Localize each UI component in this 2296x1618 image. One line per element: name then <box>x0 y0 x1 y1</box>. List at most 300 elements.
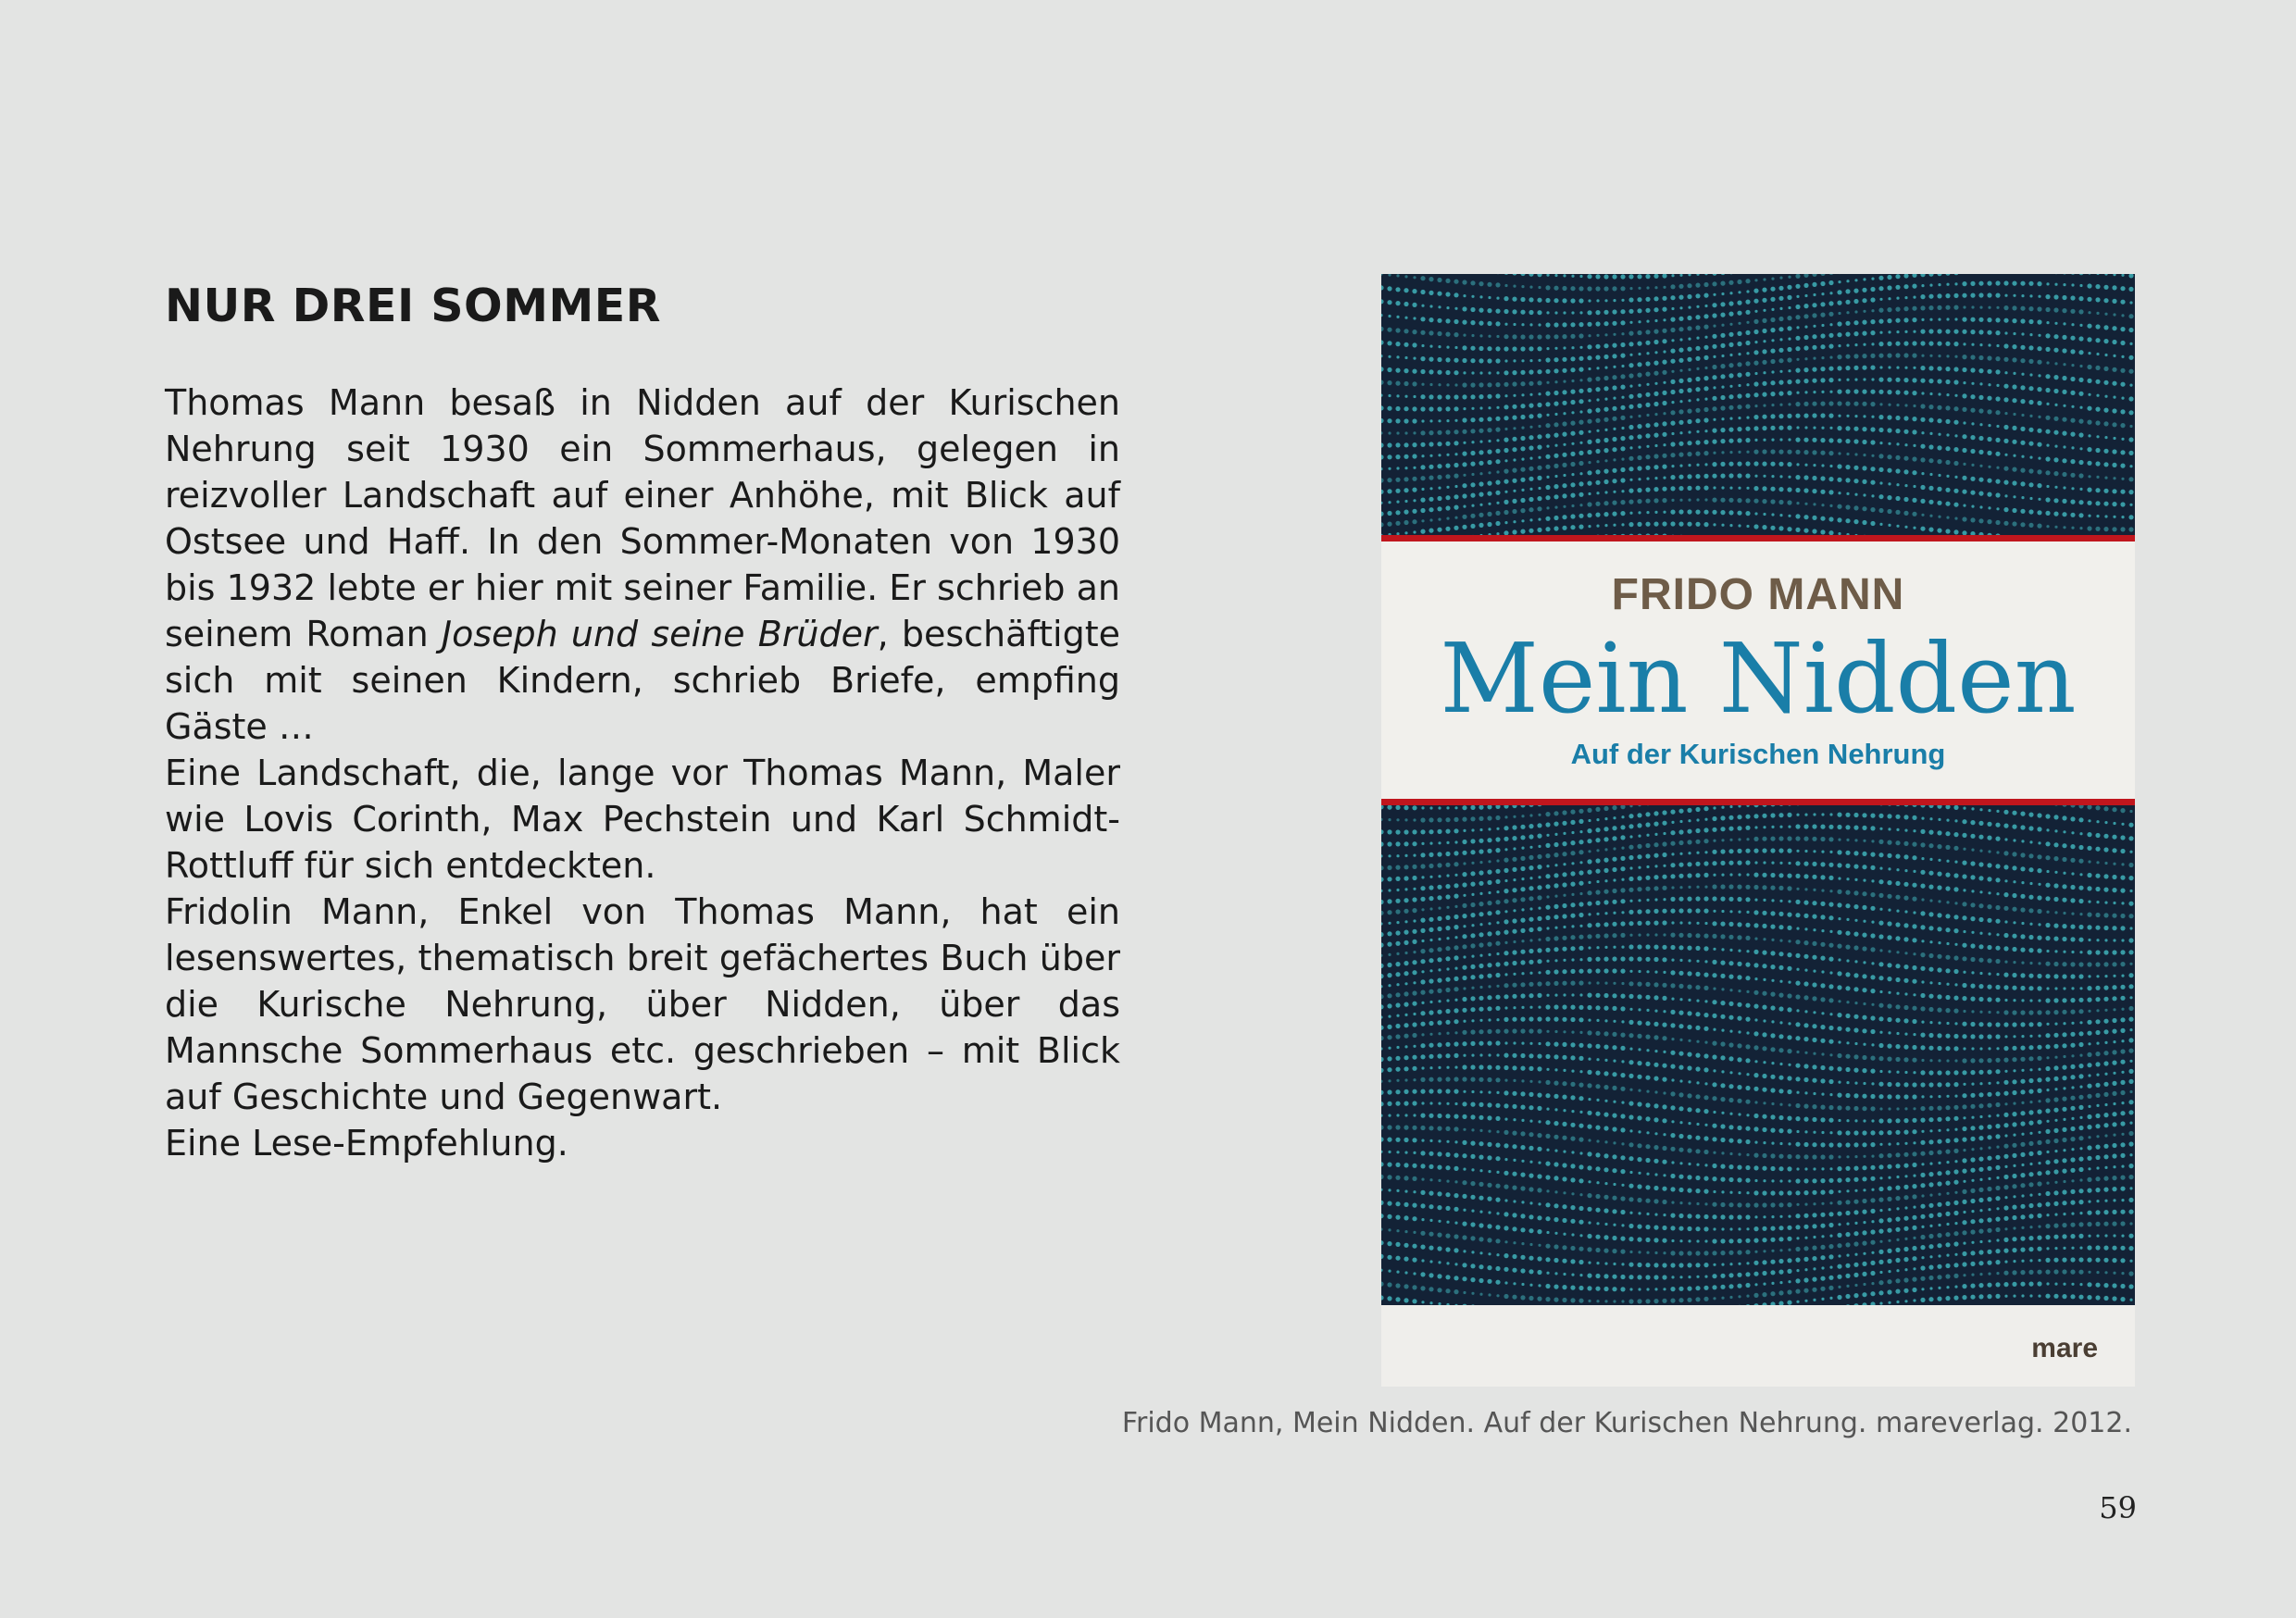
cover-pattern-dot <box>2112 408 2116 413</box>
cover-pattern-dot <box>1438 1102 1441 1105</box>
cover-pattern-dot <box>1445 406 1450 411</box>
cover-pattern-dot <box>1846 492 1849 495</box>
cover-pattern-dot <box>2112 914 2116 918</box>
cover-pattern-dot <box>1962 1022 1966 1027</box>
cover-pattern-dot <box>2037 1089 2041 1093</box>
cover-pattern-dot <box>1504 1065 1508 1070</box>
cover-pattern-dot <box>1396 355 1399 358</box>
cover-pattern-dot <box>1513 520 1516 523</box>
cover-pattern-dot <box>1812 476 1816 480</box>
cover-pattern-dot <box>1813 1167 1816 1170</box>
cover-pattern-dot <box>2096 353 2099 355</box>
cover-pattern-dot <box>1912 855 1916 860</box>
cover-pattern-dot <box>1720 274 1725 275</box>
cover-pattern-dot <box>1712 334 1716 339</box>
cover-pattern-dot <box>1995 293 2000 298</box>
cover-pattern-dot <box>2112 367 2116 372</box>
cover-pattern-dot <box>1996 973 1999 976</box>
cover-pattern-dot <box>1971 971 1974 974</box>
cover-pattern-dot <box>1995 919 2000 924</box>
cover-pattern-dot <box>1587 870 1591 875</box>
cover-pattern-dot <box>1862 390 1866 394</box>
cover-pattern-dot <box>1912 924 1916 928</box>
cover-pattern-dot <box>1745 498 1750 503</box>
cover-pattern-dot <box>1937 1106 1941 1111</box>
cover-pattern-dot <box>1862 865 1866 869</box>
cover-pattern-dot <box>1670 810 1675 815</box>
cover-pattern-dot <box>1863 879 1866 882</box>
cover-pattern-dot <box>1803 995 1808 1000</box>
cover-pattern-dot <box>1512 825 1516 829</box>
cover-pattern-dot <box>1578 356 1583 361</box>
cover-pattern-dot <box>2028 1151 2033 1156</box>
book-title-italic: Joseph und seine Brüder <box>441 614 878 654</box>
cover-pattern-dot <box>2129 1060 2132 1063</box>
cover-pattern-dot <box>1554 969 1558 974</box>
cover-pattern-dot <box>1612 447 1616 452</box>
cover-pattern-dot <box>1404 381 1408 386</box>
cover-pattern-dot <box>1420 1114 1425 1118</box>
cover-pattern-dot <box>1863 1155 1866 1158</box>
cover-pattern-dot <box>2071 405 2074 408</box>
cover-pattern-dot <box>2045 1129 2050 1134</box>
cover-pattern-dot <box>1487 394 1491 399</box>
cover-pattern-dot <box>1937 885 1941 890</box>
cover-pattern-dot <box>1587 1030 1591 1035</box>
cover-pattern-dot <box>1896 1176 1899 1178</box>
cover-pattern-dot <box>1920 1033 1925 1038</box>
cover-pattern-dot <box>1762 449 1766 454</box>
cover-pattern-dot <box>1978 997 1983 1002</box>
cover-pattern-dot <box>1853 299 1858 304</box>
cover-pattern-dot <box>1913 1033 1915 1036</box>
cover-pattern-dot <box>2088 515 2090 517</box>
cover-pattern-dot <box>1471 504 1474 507</box>
cover-pattern-dot <box>1728 935 1733 940</box>
cover-pattern-dot <box>1678 1011 1683 1015</box>
cover-pattern-dot <box>1828 1105 1833 1110</box>
cover-pattern-dot <box>1920 366 1925 370</box>
paragraph-3: Fridolin Mann, Enkel von Thomas Mann, hat ein lesenswertes, thematisch breit gefächertes Buch über die Kurische Nehrung, über Nidden, über das Mannsche Sommerhaus etc. geschrieben – mit Blick auf Geschichte und Gegenwart. <box>165 891 1120 1117</box>
cover-pattern-dot <box>1404 1138 1408 1142</box>
cover-pattern-dot <box>1495 459 1500 464</box>
cover-pattern-dot <box>1445 829 1450 834</box>
cover-pattern-dot <box>1928 1070 1933 1075</box>
cover-pattern-dot <box>1587 274 1591 279</box>
cover-pattern-dot <box>1871 342 1874 345</box>
cover-pattern-dot <box>1504 815 1507 818</box>
cover-pattern-dot <box>2095 950 2100 954</box>
cover-pattern-dot <box>1996 1176 1999 1179</box>
cover-pattern-dot <box>2096 1104 2099 1107</box>
cover-pattern-dot <box>1603 355 1608 359</box>
cover-pattern-dot <box>2053 1077 2058 1081</box>
cover-pattern-dot <box>1887 963 1891 967</box>
cover-pattern-dot <box>1953 1009 1958 1014</box>
cover-pattern-dot <box>1945 1034 1950 1039</box>
cover-pattern-dot <box>2053 307 2058 312</box>
cover-pattern-dot <box>1746 290 1749 292</box>
cover-pattern-dot <box>1529 1028 1533 1033</box>
cover-pattern-dot <box>1770 1047 1775 1052</box>
cover-pattern-dot <box>1588 399 1591 402</box>
cover-pattern-dot <box>1463 1020 1466 1023</box>
cover-pattern-dot <box>1454 1102 1457 1105</box>
cover-pattern-dot <box>1404 920 1407 923</box>
cover-pattern-dot <box>1421 1033 1424 1036</box>
cover-pattern-dot <box>1896 910 1899 913</box>
cover-pattern-dot <box>1387 300 1391 305</box>
cover-pattern-dot <box>2103 1154 2108 1159</box>
cover-pattern-dot <box>1578 881 1583 886</box>
cover-pattern-dot <box>1587 902 1591 906</box>
cover-pattern-dot <box>1903 353 1908 357</box>
cover-pattern-dot <box>1454 1066 1457 1069</box>
cover-pattern-dot <box>1762 360 1766 365</box>
cover-pattern-dot <box>1896 483 1899 486</box>
cover-pattern-dot <box>2128 876 2133 880</box>
cover-pattern-dot <box>1928 805 1933 808</box>
cover-pattern-dot <box>1695 283 1700 288</box>
cover-pattern-dot <box>1521 908 1524 911</box>
cover-pattern-dot <box>1578 481 1583 486</box>
cover-pattern-dot <box>1395 877 1400 881</box>
cover-pattern-dot <box>1570 400 1575 404</box>
cover-pattern-dot <box>1413 888 1416 890</box>
cover-pattern-dot <box>1529 1092 1533 1097</box>
cover-pattern-dot <box>1429 1164 1433 1169</box>
cover-pattern-dot <box>1620 994 1625 999</box>
cover-pattern-dot <box>1696 274 1699 276</box>
cover-pattern-dot <box>1929 981 1932 984</box>
cover-pattern-dot <box>1813 391 1816 393</box>
cover-pattern-dot <box>1870 521 1875 526</box>
cover-pattern-dot <box>1554 959 1557 962</box>
cover-pattern-dot <box>2121 397 2124 400</box>
cover-pattern-dot <box>1662 1036 1666 1040</box>
cover-pattern-dot <box>2128 902 2133 906</box>
cover-pattern-dot <box>1454 840 1457 843</box>
cover-pattern-dot <box>1537 1106 1541 1111</box>
cover-pattern-dot <box>1828 1142 1833 1147</box>
cover-pattern-dot <box>1395 510 1400 515</box>
cover-pattern-dot <box>2062 348 2066 353</box>
cover-pattern-dot <box>1381 522 1384 527</box>
cover-pattern-dot <box>1537 346 1541 351</box>
cover-pattern-dot <box>1912 306 1916 311</box>
cover-pattern-dot <box>1545 369 1550 374</box>
cover-pattern-dot <box>2028 482 2033 487</box>
cover-pattern-dot <box>1862 905 1866 910</box>
cover-pattern-dot <box>1803 1142 1808 1147</box>
cover-pattern-dot <box>2062 417 2066 422</box>
cover-pattern-dot <box>1420 853 1425 857</box>
cover-pattern-dot <box>1887 354 1891 358</box>
cover-pattern-dot <box>1545 517 1550 521</box>
cover-pattern-dot <box>1412 960 1416 965</box>
cover-pattern-dot <box>1828 333 1833 338</box>
cover-pattern-dot <box>1887 428 1891 432</box>
cover-pattern-dot <box>1521 1042 1524 1045</box>
cover-pattern-dot <box>1853 851 1858 855</box>
cover-pattern-dot <box>2062 295 2066 300</box>
cover-pattern-dot <box>1628 489 1633 493</box>
cover-pattern-dot <box>1688 306 1691 309</box>
cover-pattern-dot <box>1653 422 1658 427</box>
cover-pattern-dot <box>1545 322 1550 327</box>
cover-pattern-dot <box>1871 1189 1874 1191</box>
cover-pattern-dot <box>2028 442 2033 446</box>
cover-pattern-dot <box>1563 274 1566 277</box>
cover-pattern-dot <box>1787 1049 1791 1053</box>
cover-pattern-dot <box>1445 946 1450 951</box>
cover-pattern-dot <box>2120 527 2125 531</box>
cover-pattern-dot <box>1554 526 1558 530</box>
cover-pattern-dot <box>1812 837 1816 841</box>
cover-pattern-dot <box>2037 1171 2041 1176</box>
cover-pattern-dot <box>1738 1113 1741 1115</box>
cover-pattern-dot <box>1395 418 1400 423</box>
cover-pattern-dot <box>1938 941 1940 944</box>
cover-pattern-dot <box>2013 961 2015 964</box>
cover-pattern-dot <box>1629 1171 1632 1174</box>
cover-pattern-dot <box>1779 1063 1782 1065</box>
cover-pattern-dot <box>2078 513 2083 517</box>
cover-pattern-dot <box>1545 402 1550 406</box>
cover-pattern-dot <box>2053 1010 2058 1014</box>
cover-pattern-dot <box>1920 417 1925 422</box>
cover-pattern-dot <box>2120 1142 2125 1147</box>
cover-pattern-dot <box>1970 1157 1975 1162</box>
cover-pattern-dot <box>1887 390 1891 394</box>
cover-pattern-dot <box>2088 901 2090 903</box>
cover-pattern-dot <box>2095 488 2100 492</box>
cover-pattern-dot <box>1381 954 1383 957</box>
cover-pattern-dot <box>1820 825 1825 829</box>
cover-pattern-dot <box>2104 821 2107 824</box>
cover-pattern-dot <box>1995 1165 2000 1170</box>
cover-pattern-dot <box>2128 287 2133 292</box>
cover-pattern-dot <box>1770 848 1775 853</box>
cover-pattern-dot <box>1387 341 1391 345</box>
cover-pattern-dot <box>1545 843 1550 848</box>
cover-pattern-dot <box>1420 465 1425 469</box>
cover-pattern-dot <box>1812 313 1816 317</box>
cover-pattern-dot <box>1637 1115 1641 1120</box>
cover-pattern-dot <box>2103 913 2108 917</box>
cover-pattern-dot <box>1953 489 1958 493</box>
cover-pattern-dot <box>2046 525 2049 528</box>
cover-pattern-dot <box>1504 469 1508 474</box>
cover-pattern-dot <box>1479 1155 1483 1160</box>
cover-pattern-dot <box>1412 509 1416 514</box>
cover-pattern-dot <box>1470 1102 1475 1107</box>
cover-pattern-dot <box>1920 499 1925 504</box>
cover-pattern-dot <box>2028 867 2033 872</box>
cover-pattern-dot <box>1754 861 1757 864</box>
cover-pattern-dot <box>1495 358 1500 363</box>
cover-pattern-dot <box>1979 808 1982 811</box>
cover-pattern-dot <box>1387 1138 1391 1142</box>
cover-pattern-dot <box>1846 415 1849 417</box>
cover-pattern-dot <box>1628 956 1633 961</box>
cover-pattern-dot <box>1795 1103 1800 1108</box>
cover-pattern-dot <box>1479 1029 1483 1034</box>
cover-pattern-dot <box>1787 886 1791 890</box>
cover-pattern-dot <box>1995 864 2000 868</box>
cover-pattern-dot <box>1529 917 1533 922</box>
cover-pattern-dot <box>1653 392 1658 396</box>
cover-pattern-dot <box>1828 998 1833 1002</box>
cover-pattern-dot <box>2045 962 2050 966</box>
cover-pattern-dot <box>1820 438 1825 442</box>
cover-pattern-dot <box>1596 1099 1599 1101</box>
cover-pattern-dot <box>1904 526 1907 529</box>
cover-pattern-dot <box>1396 983 1399 986</box>
cover-pattern-dot <box>1671 998 1674 1001</box>
cover-pattern-dot <box>2128 863 2133 867</box>
cover-pattern-dot <box>1381 890 1383 892</box>
cover-pattern-dot <box>2088 1010 2090 1013</box>
cover-pattern-dot <box>1520 436 1525 441</box>
cover-pattern-dot <box>1937 1117 1941 1122</box>
cover-pattern-dot <box>2121 478 2124 480</box>
cover-pattern-dot <box>1578 902 1583 906</box>
cover-pattern-dot <box>1996 892 1999 895</box>
cover-pattern-dot <box>1413 981 1416 984</box>
cover-pattern-dot <box>1662 1146 1666 1151</box>
cover-pattern-dot <box>1381 327 1384 331</box>
cover-pattern-dot <box>1821 929 1824 932</box>
cover-pattern-dot <box>1870 933 1875 938</box>
cover-pattern-dot <box>2078 309 2083 314</box>
cover-pattern-dot <box>1937 1150 1941 1154</box>
cover-pattern-dot <box>1662 909 1666 914</box>
cover-pattern-dot <box>2062 1065 2066 1070</box>
cover-pattern-dot <box>2038 1100 2040 1102</box>
cover-pattern-dot <box>1887 318 1891 323</box>
cover-pattern-dot <box>1621 815 1624 818</box>
cover-pattern-dot <box>1837 1013 1841 1017</box>
cover-pattern-dot <box>1454 394 1458 399</box>
cover-pattern-dot <box>1804 426 1807 429</box>
cover-pattern-dot <box>1487 805 1491 809</box>
cover-pattern-dot <box>1970 367 1975 372</box>
cover-pattern-dot <box>1737 1085 1741 1089</box>
cover-pattern-dot <box>1462 851 1466 855</box>
cover-pattern-dot <box>2003 467 2008 471</box>
cover-pattern-dot <box>1588 1098 1591 1101</box>
cover-pattern-dot <box>1787 993 1791 998</box>
cover-pattern-dot <box>2087 1031 2091 1036</box>
cover-pattern-dot <box>1512 381 1516 386</box>
cover-pattern-dot <box>1979 423 1982 426</box>
cover-pattern-dot <box>1504 1185 1508 1189</box>
cover-pattern-dot <box>1571 925 1574 927</box>
cover-pattern-dot <box>1712 396 1716 401</box>
cover-pattern-dot <box>1887 1003 1891 1008</box>
cover-pattern-dot <box>1971 422 1974 425</box>
cover-pattern-dot <box>1837 1027 1841 1031</box>
cover-pattern-dot <box>1653 465 1658 469</box>
cover-pattern-dot <box>1381 854 1383 857</box>
cover-pattern-dot <box>1488 440 1491 442</box>
cover-pattern-dot <box>2062 924 2066 928</box>
cover-pattern-dot <box>2020 1111 2025 1115</box>
cover-pattern-dot <box>1712 960 1716 965</box>
cover-pattern-dot <box>2020 509 2025 514</box>
cover-pattern-dot <box>1413 1151 1416 1154</box>
cover-pattern-dot <box>1720 313 1725 317</box>
cover-pattern-dot <box>1846 918 1849 921</box>
cover-pattern-dot <box>1637 393 1641 398</box>
cover-pattern-dot <box>1820 281 1825 286</box>
cover-pattern-dot <box>1929 432 1932 435</box>
cover-pattern-dot <box>1429 1077 1433 1082</box>
cover-pattern-dot <box>1745 300 1750 305</box>
cover-pattern-dot <box>1970 1093 1975 1098</box>
cover-pattern-dot <box>2003 1175 2008 1179</box>
cover-pattern-dot <box>1645 1116 1650 1121</box>
cover-pattern-dot <box>1678 897 1683 902</box>
cover-pattern-dot <box>1971 343 1974 346</box>
cover-pattern-dot <box>1612 836 1616 840</box>
cover-pattern-dot <box>1621 490 1624 492</box>
cover-pattern-dot <box>2012 357 2016 362</box>
cover-pattern-dot <box>1438 487 1441 490</box>
cover-pattern-dot <box>1429 1178 1432 1181</box>
cover-pattern-dot <box>1620 1127 1625 1132</box>
cover-pattern-dot <box>1837 890 1841 894</box>
cover-pattern-dot <box>2028 345 2033 350</box>
cover-pattern-dot <box>1787 295 1791 300</box>
cover-pattern-dot <box>1871 1119 1874 1122</box>
cover-pattern-dot <box>1903 456 1908 461</box>
cover-pattern-dot <box>1562 1055 1566 1060</box>
cover-pattern-dot <box>2078 274 2083 275</box>
cover-pattern-dot <box>1504 382 1508 387</box>
cover-pattern-dot <box>1704 886 1707 889</box>
cover-pattern-dot <box>1545 433 1550 438</box>
cover-pattern-dot <box>1620 309 1625 314</box>
cover-pattern-dot <box>1978 317 1983 322</box>
cover-pattern-dot <box>1595 1194 1600 1199</box>
cover-pattern-dot <box>1712 1137 1716 1141</box>
cover-pattern-dot <box>1937 405 1941 410</box>
cover-pattern-dot <box>2054 1119 2057 1122</box>
cover-pattern-dot <box>1529 1120 1532 1123</box>
cover-pattern-dot <box>1995 1091 2000 1096</box>
cover-pattern-dot <box>1703 828 1708 832</box>
cover-pattern-dot <box>1937 1046 1941 1051</box>
cover-pattern-dot <box>1563 863 1566 865</box>
cover-pattern-dot <box>1529 286 1532 289</box>
cover-pattern-dot <box>2054 911 2057 914</box>
cover-pattern-dot <box>1596 492 1599 494</box>
cover-pattern-dot <box>2046 1151 2049 1153</box>
cover-pattern-dot <box>1771 1062 1774 1064</box>
cover-pattern-dot <box>2003 480 2008 485</box>
cover-pattern-dot <box>1479 861 1482 864</box>
cover-pattern-dot <box>1845 478 1850 482</box>
cover-pattern-dot <box>2095 1052 2100 1056</box>
cover-pattern-dot <box>2128 355 2133 360</box>
cover-pattern-dot <box>1603 968 1608 973</box>
cover-pattern-dot <box>1896 992 1899 995</box>
cover-pattern-dot <box>1488 471 1491 474</box>
cover-pattern-dot <box>1703 1176 1708 1181</box>
cover-pattern-dot <box>1612 968 1616 973</box>
